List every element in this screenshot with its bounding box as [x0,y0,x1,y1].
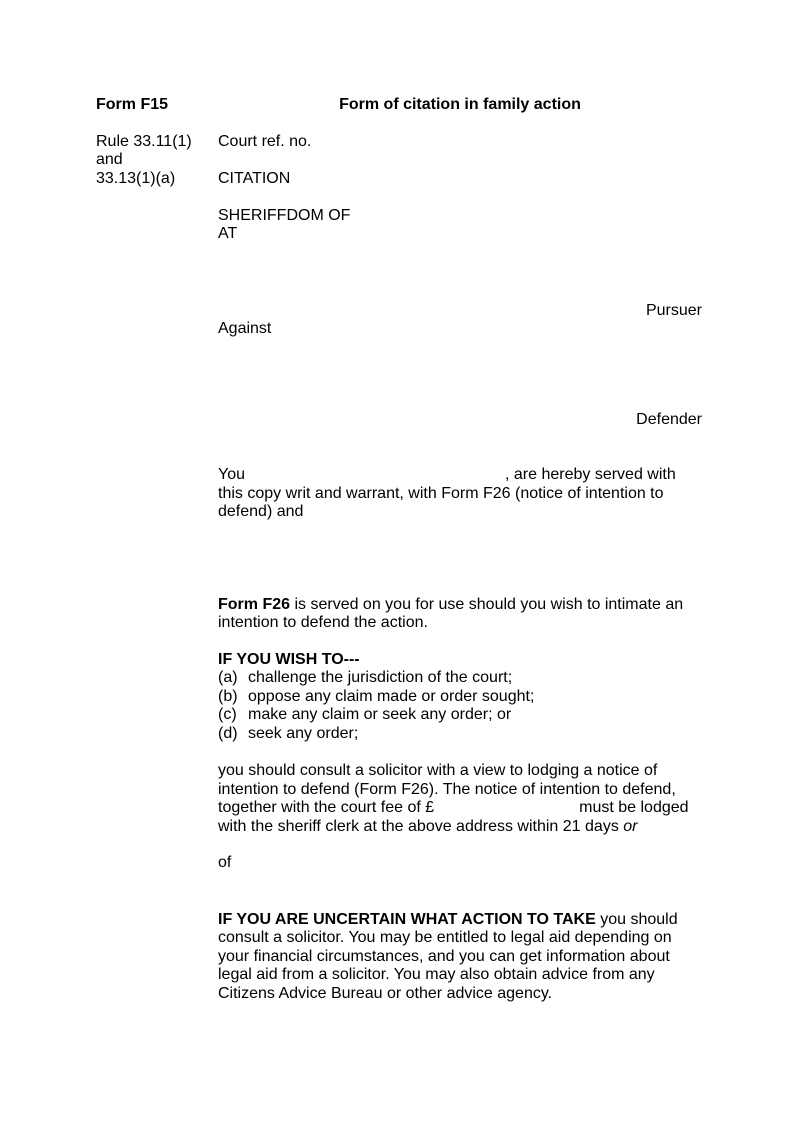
text-segment: with the sheriff clerk at the above address within 21 days [218,817,624,835]
text-segment: is served on you for use should you wish to intimate an [290,595,684,613]
against-label: Against [218,320,272,337]
text-line [218,818,702,837]
text-line [218,596,702,615]
text-segment: Form F26 [218,595,291,613]
text-segment: legal aid from a solicitor. You may also obtain advice from any [218,966,655,983]
text-line [218,781,702,800]
text-segment: You [218,466,245,483]
court-ref-label: Court ref. no. [218,132,312,150]
text-segment: must be lodged [579,799,689,816]
list-item [218,669,702,688]
list-item-label: (b) [218,687,238,705]
list-item-text: oppose any claim made or order sought; [248,687,535,705]
rule-and-citation-block [96,133,706,244]
pursuer-label: Pursuer [645,301,702,319]
text-line [218,985,702,1004]
list-item-label: (a) [218,669,238,686]
list-item [218,688,702,707]
rule-reference-line: Rule 33.11(1) [96,132,192,150]
text-line [218,929,702,948]
text-segment: consult a solicitor. You may be entitled to legal aid depending on [218,929,672,946]
text-line [218,948,702,967]
if-you-wish-list [218,669,702,743]
text-line [218,614,702,633]
list-item-label: (c) [218,706,237,723]
defender-label: Defender [636,410,702,428]
text-segment: you should consult a solicitor with a view to lodging a notice of [218,762,658,779]
text-segment: this copy writ and warrant, with Form F26 (notice of intention to [218,484,664,502]
text-line [218,762,702,781]
text-segment: defend) and [218,503,304,520]
text-segment: IF YOU ARE UNCERTAIN WHAT ACTION TO TAKE [218,910,596,928]
form-number: Form F15 [96,96,169,113]
fill-in-blank [434,811,579,812]
text-line [218,466,702,485]
service-paragraph [218,466,702,522]
text-segment: your financial circumstances, and you can get information about [218,947,670,965]
rule-reference-line: 33.13(1)(a) [96,169,176,187]
rule-reference [96,133,218,244]
text-segment: you should [595,910,678,928]
text-line [218,503,702,522]
text-segment: together with the court fee of £ [218,799,435,816]
blank-line [218,151,702,170]
text-segment: intention to defend (Form F26). The notice of intention to defend, [218,780,676,798]
of-label: of [218,854,232,871]
form-f26-paragraph [218,596,702,633]
list-item-text: seek any order; [248,724,359,742]
if-you-wish-heading: IF YOU WISH TO--- [218,650,360,668]
at-label: AT [218,225,238,242]
text-segment: intention to defend the action. [218,614,428,631]
blank-line [218,188,702,207]
text-line [218,966,702,985]
list-item-text: make any claim or seek any order; or [248,706,512,723]
page-title: Form of citation in family action [339,96,581,113]
text-segment: , are hereby served with [505,466,676,483]
text-line [218,799,702,818]
consult-paragraph [218,762,702,836]
list-item-text: challenge the jurisdiction of the court; [248,669,513,686]
list-item-label: (d) [218,724,238,742]
header-row [96,96,706,115]
citation-label: CITATION [218,169,291,187]
uncertain-paragraph [218,911,702,1004]
text-segment: or [623,817,638,835]
list-item [218,706,702,725]
text-line [218,485,702,504]
text-segment: Citizens Advice Bureau or other advice agency. [218,984,553,1002]
rule-reference-line: and [96,151,123,168]
list-item [218,725,702,744]
text-line [218,911,702,930]
fill-in-blank [245,478,505,479]
sheriffdom-label: SHERIFFDOM OF [218,206,351,224]
